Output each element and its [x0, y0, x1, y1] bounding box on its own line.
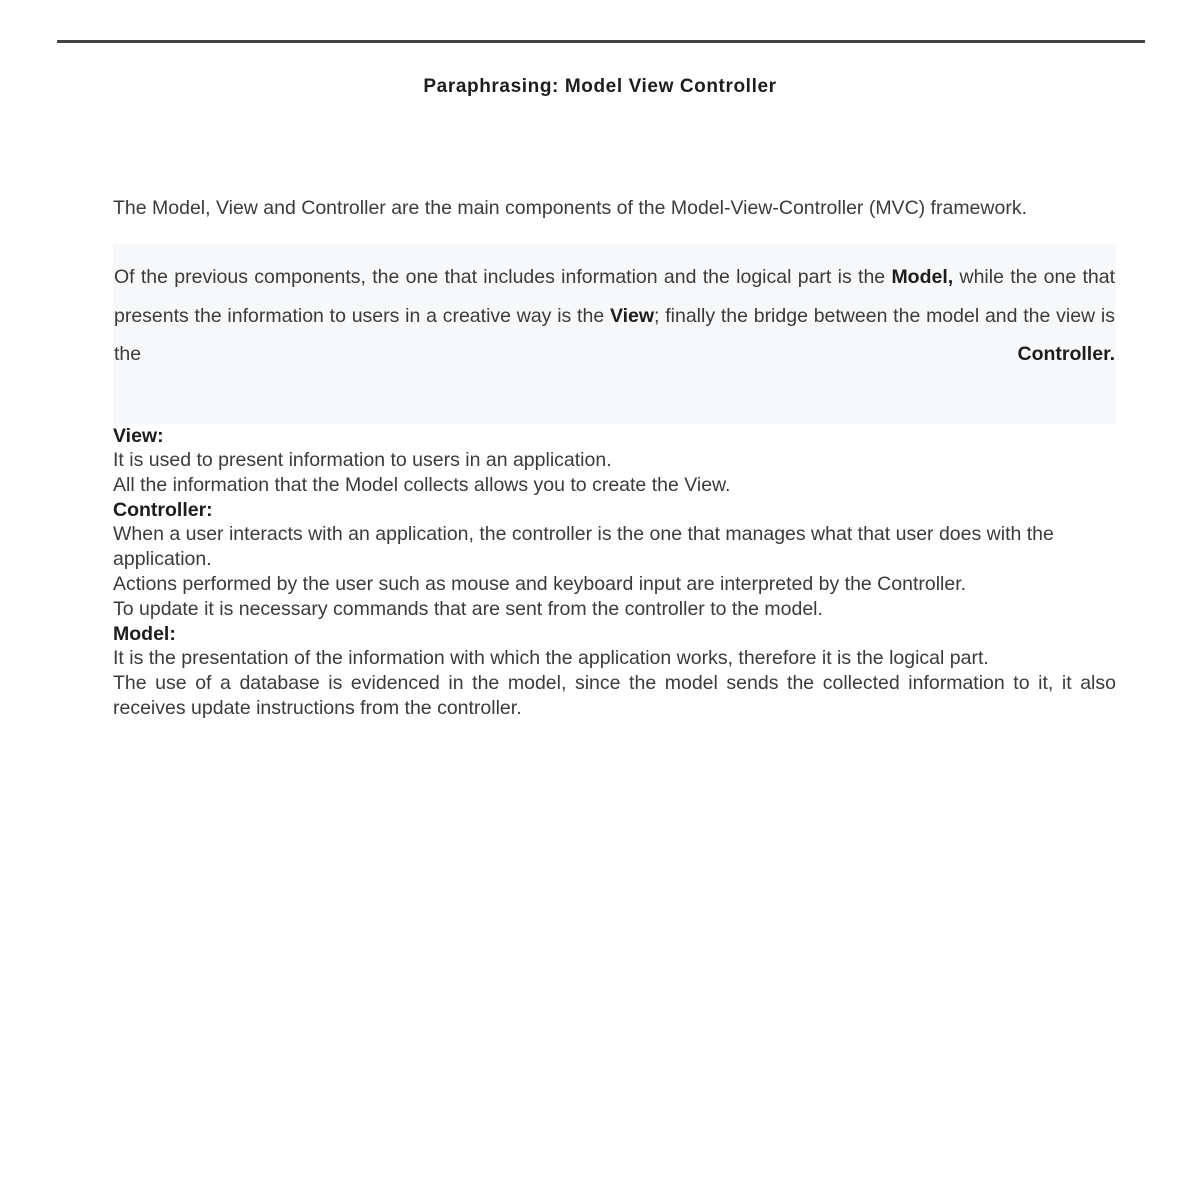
header-divider-rule	[57, 40, 1145, 43]
section-heading-view: View:	[113, 425, 164, 447]
intro-paragraph: The Model, View and Controller are the main components of the Model-View-Controller (MVC) framework.	[113, 197, 1027, 219]
highlight-bold-view: View	[609, 304, 655, 327]
highlighted-summary-block	[113, 244, 1116, 424]
page-title: Paraphrasing: Model View Controller	[423, 76, 777, 97]
section-view-paragraph-1: It is used to present information to users in an application.	[113, 449, 612, 471]
section-model-paragraph-2: The use of a database is evidenced in the model, since the model sends the collected information to it, it also receives update instructions from the controller.	[113, 672, 1116, 719]
section-controller-paragraph-3: To update it is necessary commands that are sent from the controller to the model.	[113, 598, 823, 620]
section-controller-paragraph-2: Actions performed by the user such as mouse and keyboard input are interpreted by the Controller.	[113, 573, 967, 595]
highlight-bold-model: Model,	[891, 266, 954, 288]
section-heading-model: Model:	[113, 623, 176, 645]
section-controller-paragraph-1: When a user interacts with an application, the controller is the one that manages what that user does with the application.	[113, 523, 1054, 570]
highlighted-summary-text	[114, 258, 1115, 412]
document-body	[113, 196, 1116, 721]
section-model-paragraph-1: It is the presentation of the information with which the application works, therefore it is the logical part.	[113, 647, 989, 669]
section-heading-controller: Controller:	[113, 499, 213, 521]
highlight-bold-controller: Controller.	[1017, 343, 1115, 365]
section-view-paragraph-2: All the information that the Model collects allows you to create the View.	[113, 474, 731, 496]
highlight-text-part-3: ; finally the bridge between the model and the view is the	[114, 304, 1115, 365]
highlight-text-part-1: Of the previous components, the one that includes information and the logical part is the	[114, 266, 892, 288]
highlight-text-part-2: while the one that presents the information to users in a creative way is the	[114, 266, 1115, 327]
